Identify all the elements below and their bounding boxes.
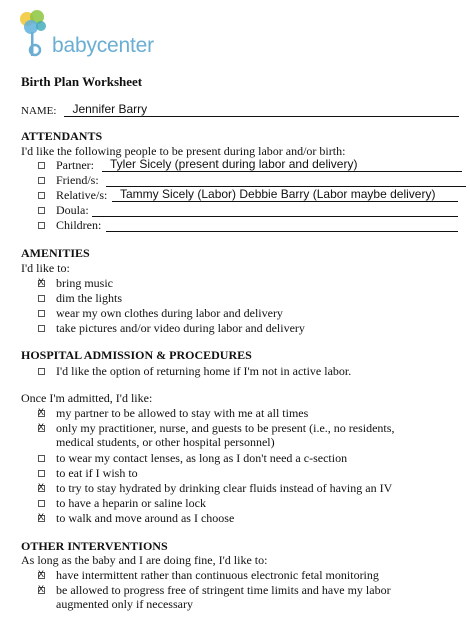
hospital-text: I'd like the option of returning home if I'm not in active labor.: [56, 364, 352, 378]
attendants-heading: ATTENDANTS: [21, 129, 103, 143]
checkbox-checked[interactable]: [38, 280, 45, 287]
attendant-label: Relative/s:: [56, 188, 108, 202]
checkbox-checked[interactable]: [38, 587, 45, 594]
admitted-item: [38, 406, 308, 420]
doula-field[interactable]: [92, 203, 458, 217]
checkbox[interactable]: [38, 368, 45, 375]
checkbox[interactable]: [38, 325, 45, 332]
admitted-text: to walk and move around as I choose: [56, 511, 235, 525]
other-item: [38, 568, 379, 582]
amenities-intro: I'd like to:: [21, 261, 70, 275]
logo-text: babycenter: [52, 34, 154, 57]
name-label: NAME:: [21, 105, 57, 117]
admitted-text: [56, 421, 394, 449]
admitted-text: to eat if I wish to: [56, 466, 138, 480]
checkbox-checked[interactable]: [38, 410, 45, 417]
checkbox[interactable]: [38, 295, 45, 302]
checkbox-checked[interactable]: [38, 425, 45, 432]
admitted-item: [38, 481, 392, 495]
checkbox[interactable]: [38, 470, 45, 477]
other-heading: OTHER INTERVENTIONS: [21, 539, 168, 553]
checkbox[interactable]: [38, 162, 45, 169]
amenity-item: [38, 321, 305, 335]
amenity-text: bring music: [56, 276, 113, 290]
relatives-field[interactable]: Tammy Sicely (Labor) Debbie Barry (Labor maybe delivery): [112, 188, 458, 202]
admitted-item: [38, 421, 394, 449]
admitted-item: [38, 496, 206, 510]
attendant-partner: [38, 158, 462, 172]
other-text-line1: be allowed to progress free of stringent time limits and have my labor: [56, 583, 391, 597]
attendant-doula: [38, 203, 458, 217]
babycenter-logo: [16, 10, 166, 62]
admitted-text-line2: medical students, or other hospital personnel): [56, 435, 275, 449]
amenity-item: [38, 306, 283, 320]
name-row: [21, 103, 459, 117]
admitted-text: my partner to be allowed to stay with me at all times: [56, 406, 309, 420]
amenity-text: wear my own clothes during labor and delivery: [56, 306, 283, 320]
checkbox-checked[interactable]: [38, 485, 45, 492]
amenity-item: [38, 276, 113, 290]
checkbox[interactable]: [38, 222, 45, 229]
checkbox[interactable]: [38, 192, 45, 199]
page-title: Birth Plan Worksheet: [21, 74, 143, 89]
attendant-label: Children:: [56, 218, 102, 232]
friends-field[interactable]: [106, 173, 466, 187]
logo-tree-icon: [16, 10, 56, 60]
checkbox[interactable]: [38, 207, 45, 214]
admitted-text-line1: only my practitioner, nurse, and guests to be present (i.e., no residents,: [56, 421, 395, 435]
admitted-item: [38, 466, 138, 480]
amenity-text: dim the lights: [56, 291, 122, 305]
attendant-label: Doula:: [56, 203, 89, 217]
attendant-relatives: [38, 188, 458, 202]
other-intro: As long as the baby and I are doing fine, I'd like to:: [21, 553, 268, 567]
hospital-heading: HOSPITAL ADMISSION & PROCEDURES: [21, 348, 252, 362]
attendant-children: [38, 218, 458, 232]
admitted-item: [38, 451, 347, 465]
children-field[interactable]: [106, 218, 458, 232]
admitted-intro: Once I'm admitted, I'd like:: [21, 391, 153, 405]
partner-field[interactable]: Tyler Sicely (present during labor and delivery): [102, 158, 462, 172]
other-item: [38, 583, 391, 611]
attendant-label: Partner:: [56, 158, 94, 172]
other-text: have intermittent rather than continuous electronic fetal monitoring: [56, 568, 379, 582]
attendant-label: Friend/s:: [56, 173, 99, 187]
attendant-friends: [38, 173, 466, 187]
admitted-text: to wear my contact lenses, as long as I don't need a c-section: [56, 451, 348, 465]
amenity-text: take pictures and/or video during labor and delivery: [56, 321, 305, 335]
checkbox-checked[interactable]: [38, 572, 45, 579]
checkbox[interactable]: [38, 455, 45, 462]
attendants-intro: I'd like the following people to be present during labor and/or birth:: [21, 144, 346, 158]
other-text-line2: augmented only if necessary: [56, 597, 193, 611]
hospital-item: [38, 364, 351, 378]
checkbox[interactable]: [38, 310, 45, 317]
admitted-text: to have a heparin or saline lock: [56, 496, 206, 510]
admitted-text: to try to stay hydrated by drinking clear fluids instead of having an IV: [56, 481, 393, 495]
other-text: [56, 583, 391, 611]
amenities-heading: AMENITIES: [21, 246, 90, 260]
amenity-item: [38, 291, 122, 305]
checkbox[interactable]: [38, 500, 45, 507]
admitted-item: [38, 511, 234, 525]
name-field[interactable]: Jennifer Barry: [64, 103, 459, 117]
checkbox-checked[interactable]: [38, 515, 45, 522]
checkbox[interactable]: [38, 177, 45, 184]
